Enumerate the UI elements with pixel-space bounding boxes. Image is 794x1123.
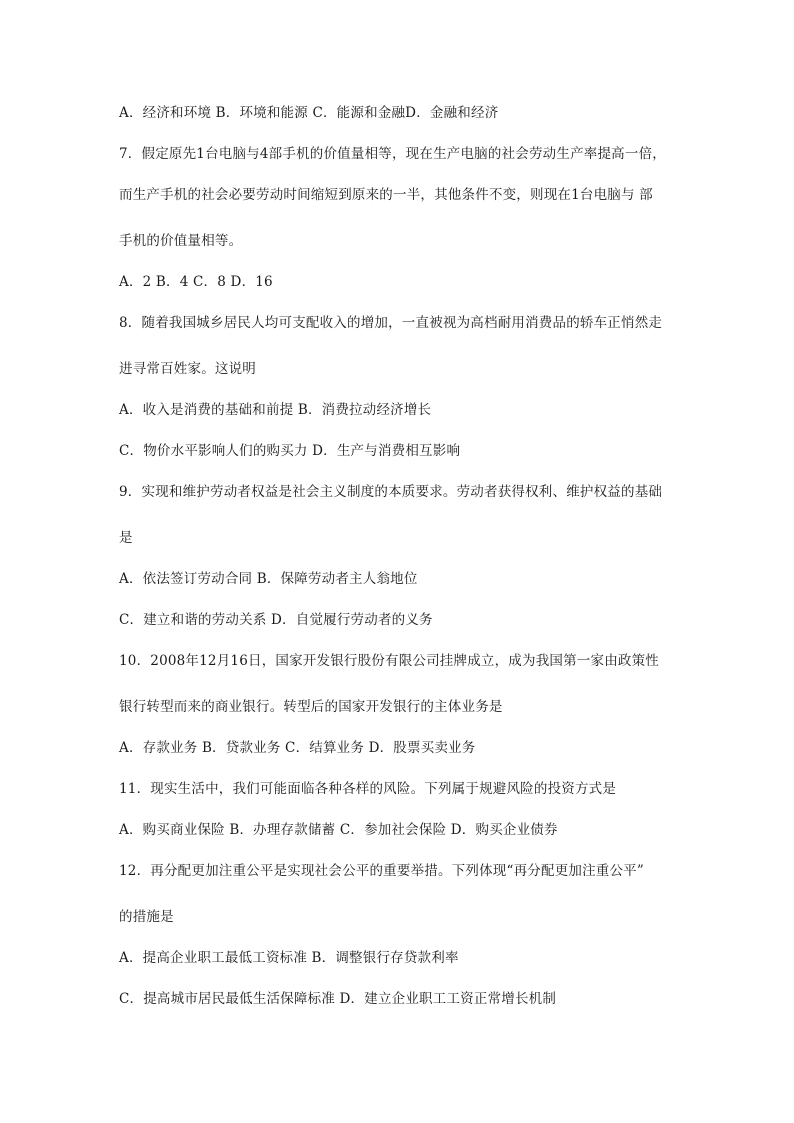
- q7-stem-line-3: 手机的价值量相等。: [119, 233, 243, 249]
- document-page: [119, 103, 719, 1009]
- q10-options: A．存款业务 B．贷款业务 C．结算业务 D．股票买卖业务: [119, 740, 476, 756]
- q8-options-ab: A．收入是消费的基础和前提 B．消费拉动经济增长: [119, 402, 432, 418]
- q8-options-cd: C．物价水平影响人们的购买力 D．生产与消费相互影响: [119, 443, 461, 459]
- q12-stem-line-2: 的措施是: [119, 909, 174, 925]
- q11-stem: 11．现实生活中，我们可能面临各种各样的风险。下列属于规避风险的投资方式是: [119, 781, 617, 797]
- q9-stem-line-2: 是: [119, 530, 133, 546]
- q9-options-ab: A．依法签订劳动合同 B．保障劳动者主人翁地位: [119, 571, 418, 587]
- q9-options-cd: C．建立和谐的劳动关系 D．自觉履行劳动者的义务: [119, 612, 433, 628]
- q7-stem-line-1: 7．假定原先1台电脑与4部手机的价值量相等，现在生产电脑的社会劳动生产率提高一倍，: [119, 146, 666, 162]
- q11-options: A．购买商业保险 B．办理存款储蓄 C．参加社会保险 D．购买企业债券: [119, 822, 558, 838]
- q8-stem-line-1: 8．随着我国城乡居民人均可支配收入的增加，一直被视为高档耐用消费品的轿车正悄然走: [119, 315, 663, 331]
- q7-options: A．2 B．4 C．8 D．16: [119, 274, 273, 290]
- q9-stem-line-1: 9．实现和维护劳动者权益是社会主义制度的本质要求。劳动者获得权利、维护权益的基础: [119, 484, 663, 500]
- q12-options-ab: A．提高企业职工最低工资标准 B．调整银行存贷款利率: [119, 950, 459, 966]
- q6-options: A．经济和环境 B．环境和能源 C．能源和金融D．金融和经济: [119, 105, 499, 121]
- q7-stem-line-2: 而生产手机的社会必要劳动时间缩短到原来的一半，其他条件不变，则现在1台电脑与 部: [119, 187, 653, 203]
- q8-stem-line-2: 进寻常百姓家。这说明: [119, 361, 256, 377]
- q12-options-cd: C．提高城市居民最低生活保障标准 D．建立企业职工工资正常增长机制: [119, 991, 557, 1007]
- q10-stem-line-2: 银行转型而来的商业银行。转型后的国家开发银行的主体业务是: [119, 699, 503, 715]
- q10-stem-line-1: 10．2008年12月16日，国家开发银行股份有限公司挂牌成立，成为我国第一家由政策性: [119, 653, 659, 669]
- q12-stem-line-1: 12．再分配更加注重公平是实现社会公平的重要举措。下列体现“再分配更加注重公平”: [119, 863, 644, 879]
